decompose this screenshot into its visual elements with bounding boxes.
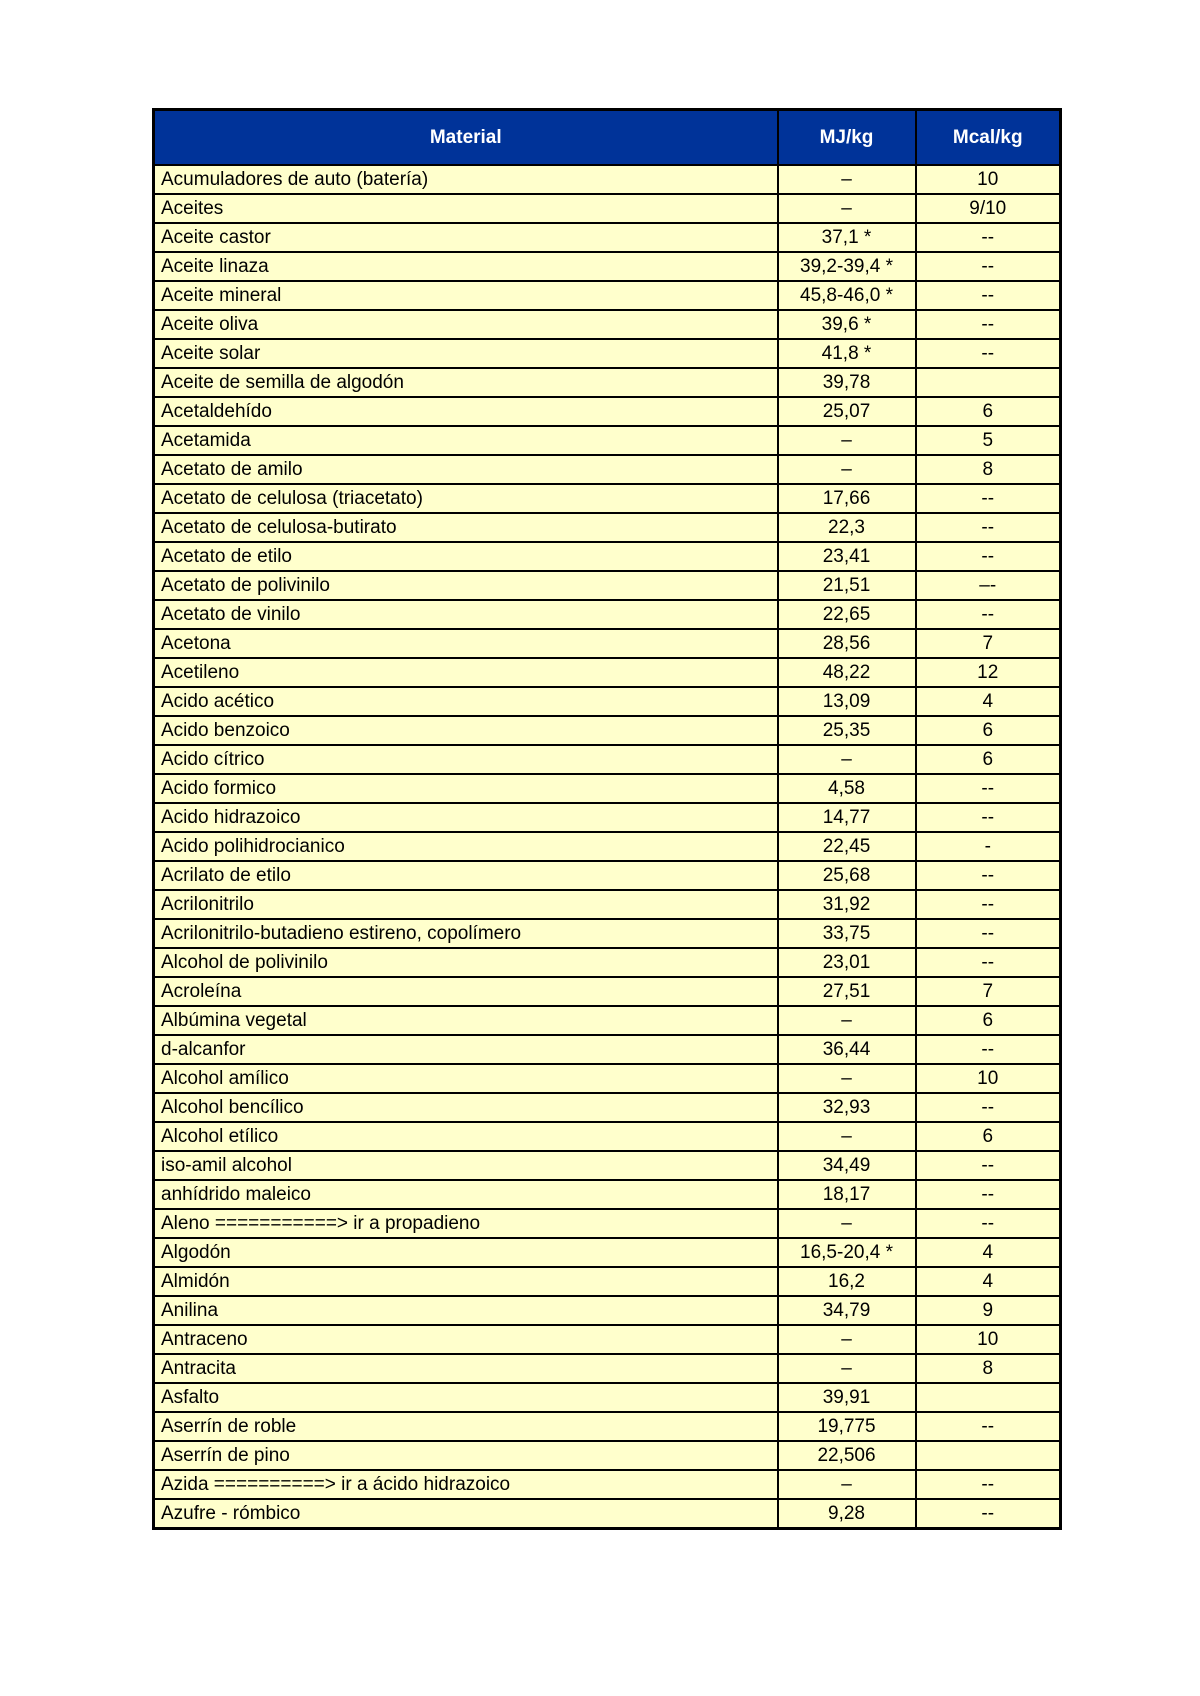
cell-material: Aceites (154, 194, 778, 223)
cell-mcal-kg: -- (916, 861, 1061, 890)
table-row (154, 600, 1061, 629)
cell-material: Acido acético (154, 687, 778, 716)
table-row (154, 542, 1061, 571)
cell-mj-kg: 34,49 (778, 1151, 916, 1180)
materials-table-container (152, 108, 1059, 1530)
table-row (154, 397, 1061, 426)
table-row (154, 513, 1061, 542)
cell-mj-kg: 39,2-39,4 * (778, 252, 916, 281)
table-row (154, 861, 1061, 890)
cell-mj-kg: 31,92 (778, 890, 916, 919)
cell-material: Acetato de celulosa-butirato (154, 513, 778, 542)
table-row (154, 919, 1061, 948)
table-row (154, 658, 1061, 687)
cell-mj-kg: – (778, 1209, 916, 1238)
cell-mj-kg: 9,28 (778, 1499, 916, 1529)
cell-material: Acetamida (154, 426, 778, 455)
cell-mj-kg: 16,5-20,4 * (778, 1238, 916, 1267)
cell-material: Acumuladores de auto (batería) (154, 165, 778, 194)
cell-mj-kg: 22,3 (778, 513, 916, 542)
cell-material: Almidón (154, 1267, 778, 1296)
cell-mcal-kg: 6 (916, 397, 1061, 426)
header-row (154, 110, 1061, 166)
cell-material: Aserrín de roble (154, 1412, 778, 1441)
table-row (154, 1064, 1061, 1093)
cell-mcal-kg: 9/10 (916, 194, 1061, 223)
cell-mcal-kg (916, 368, 1061, 397)
cell-mj-kg: 36,44 (778, 1035, 916, 1064)
cell-mcal-kg: 12 (916, 658, 1061, 687)
cell-mcal-kg: -- (916, 948, 1061, 977)
cell-mcal-kg: 10 (916, 1064, 1061, 1093)
cell-material: d-alcanfor (154, 1035, 778, 1064)
cell-mcal-kg: -- (916, 513, 1061, 542)
table-row (154, 1441, 1061, 1470)
table-row (154, 455, 1061, 484)
cell-mcal-kg: -- (916, 919, 1061, 948)
cell-material: Acetato de vinilo (154, 600, 778, 629)
cell-material: Aceite castor (154, 223, 778, 252)
cell-mcal-kg: 9 (916, 1296, 1061, 1325)
cell-mj-kg: 4,58 (778, 774, 916, 803)
cell-mcal-kg: -- (916, 339, 1061, 368)
cell-mcal-kg: 6 (916, 1006, 1061, 1035)
cell-mj-kg: 39,6 * (778, 310, 916, 339)
cell-material: Alcohol bencílico (154, 1093, 778, 1122)
table-row (154, 165, 1061, 194)
table-row (154, 1093, 1061, 1122)
cell-mj-kg: – (778, 1064, 916, 1093)
cell-mcal-kg: 10 (916, 1325, 1061, 1354)
table-row (154, 194, 1061, 223)
cell-material: Acrilonitrilo (154, 890, 778, 919)
cell-mj-kg: 23,41 (778, 542, 916, 571)
cell-material: Acetaldehído (154, 397, 778, 426)
cell-mj-kg: – (778, 1006, 916, 1035)
table-row (154, 745, 1061, 774)
cell-mcal-kg: -- (916, 542, 1061, 571)
cell-mj-kg: 14,77 (778, 803, 916, 832)
cell-material: Aceite oliva (154, 310, 778, 339)
table-row (154, 426, 1061, 455)
cell-material: Asfalto (154, 1383, 778, 1412)
table-row (154, 484, 1061, 513)
cell-mcal-kg: -- (916, 600, 1061, 629)
cell-mcal-kg: -- (916, 1035, 1061, 1064)
cell-material: Alcohol amílico (154, 1064, 778, 1093)
table-row (154, 1499, 1061, 1529)
cell-mj-kg: 22,45 (778, 832, 916, 861)
table-row (154, 716, 1061, 745)
cell-mj-kg: 41,8 * (778, 339, 916, 368)
table-row (154, 1267, 1061, 1296)
cell-material: Acroleína (154, 977, 778, 1006)
cell-mj-kg: 18,17 (778, 1180, 916, 1209)
cell-mcal-kg (916, 1383, 1061, 1412)
cell-mcal-kg: 5 (916, 426, 1061, 455)
cell-material: Azida ==========> ir a ácido hidrazoico (154, 1470, 778, 1499)
cell-mj-kg: 27,51 (778, 977, 916, 1006)
cell-mj-kg: 39,91 (778, 1383, 916, 1412)
cell-mj-kg: 32,93 (778, 1093, 916, 1122)
cell-mj-kg: 17,66 (778, 484, 916, 513)
cell-mcal-kg: -- (916, 774, 1061, 803)
cell-material: Acetileno (154, 658, 778, 687)
cell-mcal-kg: 4 (916, 687, 1061, 716)
table-row (154, 1325, 1061, 1354)
cell-mcal-kg: -- (916, 223, 1061, 252)
cell-mj-kg: 28,56 (778, 629, 916, 658)
table-row (154, 1354, 1061, 1383)
header-material: Material (154, 110, 778, 166)
table-row (154, 1238, 1061, 1267)
cell-mcal-kg: -- (916, 484, 1061, 513)
cell-mj-kg: – (778, 426, 916, 455)
cell-material: Aceite linaza (154, 252, 778, 281)
table-body (154, 165, 1061, 1529)
cell-mcal-kg: 4 (916, 1238, 1061, 1267)
table-row (154, 310, 1061, 339)
cell-mj-kg: 19,775 (778, 1412, 916, 1441)
cell-mj-kg: 25,68 (778, 861, 916, 890)
cell-mcal-kg (916, 1441, 1061, 1470)
table-row (154, 948, 1061, 977)
table-header (154, 110, 1061, 166)
cell-material: Algodón (154, 1238, 778, 1267)
table-row (154, 832, 1061, 861)
cell-mcal-kg: 7 (916, 629, 1061, 658)
cell-material: Azufre - rómbico (154, 1499, 778, 1529)
table-row (154, 252, 1061, 281)
table-row (154, 339, 1061, 368)
cell-mj-kg: 48,22 (778, 658, 916, 687)
cell-material: Antraceno (154, 1325, 778, 1354)
cell-material: Aceite mineral (154, 281, 778, 310)
table-row (154, 1035, 1061, 1064)
cell-mcal-kg: -- (916, 1180, 1061, 1209)
cell-mcal-kg: 8 (916, 1354, 1061, 1383)
cell-mcal-kg: 7 (916, 977, 1061, 1006)
cell-mcal-kg: -- (916, 1209, 1061, 1238)
table-row (154, 1006, 1061, 1035)
table-row (154, 1122, 1061, 1151)
cell-mcal-kg: –- (916, 571, 1061, 600)
cell-mj-kg: – (778, 1122, 916, 1151)
cell-mj-kg: 13,09 (778, 687, 916, 716)
cell-mcal-kg: -- (916, 1412, 1061, 1441)
cell-material: Aceite solar (154, 339, 778, 368)
table-row (154, 1180, 1061, 1209)
cell-mj-kg: – (778, 1325, 916, 1354)
table-row (154, 977, 1061, 1006)
cell-mcal-kg: 6 (916, 1122, 1061, 1151)
cell-mj-kg: 22,506 (778, 1441, 916, 1470)
cell-mcal-kg: -- (916, 890, 1061, 919)
cell-material: Acrilonitrilo-butadieno estireno, copolímero (154, 919, 778, 948)
cell-material: Alcohol de polivinilo (154, 948, 778, 977)
cell-mcal-kg: -- (916, 310, 1061, 339)
cell-mcal-kg: -- (916, 1499, 1061, 1529)
cell-material: Acetato de amilo (154, 455, 778, 484)
table-row (154, 1383, 1061, 1412)
cell-material: Acetato de celulosa (triacetato) (154, 484, 778, 513)
cell-mcal-kg: 6 (916, 745, 1061, 774)
cell-mcal-kg: -- (916, 281, 1061, 310)
cell-material: Acetato de etilo (154, 542, 778, 571)
table-row (154, 571, 1061, 600)
cell-mcal-kg: 8 (916, 455, 1061, 484)
cell-material: Aserrín de pino (154, 1441, 778, 1470)
cell-material: iso-amil alcohol (154, 1151, 778, 1180)
cell-mj-kg: 33,75 (778, 919, 916, 948)
table-row (154, 687, 1061, 716)
cell-material: Acido polihidrocianico (154, 832, 778, 861)
cell-mj-kg: 37,1 * (778, 223, 916, 252)
cell-mj-kg: – (778, 1470, 916, 1499)
table-row (154, 1209, 1061, 1238)
materials-energy-table (152, 108, 1062, 1530)
cell-material: Albúmina vegetal (154, 1006, 778, 1035)
cell-mcal-kg: - (916, 832, 1061, 861)
cell-mcal-kg: 6 (916, 716, 1061, 745)
cell-mcal-kg: -- (916, 803, 1061, 832)
cell-mj-kg: – (778, 1354, 916, 1383)
table-row (154, 1412, 1061, 1441)
cell-mj-kg: 16,2 (778, 1267, 916, 1296)
cell-mj-kg: 45,8-46,0 * (778, 281, 916, 310)
cell-material: Alcohol etílico (154, 1122, 778, 1151)
table-row (154, 223, 1061, 252)
cell-mj-kg: 39,78 (778, 368, 916, 397)
cell-mj-kg: 34,79 (778, 1296, 916, 1325)
table-row (154, 1296, 1061, 1325)
table-row (154, 890, 1061, 919)
cell-material: Acido cítrico (154, 745, 778, 774)
cell-mcal-kg: -- (916, 1093, 1061, 1122)
cell-material: Anilina (154, 1296, 778, 1325)
table-row (154, 1151, 1061, 1180)
cell-material: Antracita (154, 1354, 778, 1383)
cell-mj-kg: 25,35 (778, 716, 916, 745)
header-mj-kg: MJ/kg (778, 110, 916, 166)
cell-material: Acetona (154, 629, 778, 658)
cell-mj-kg: – (778, 165, 916, 194)
cell-material: Acetato de polivinilo (154, 571, 778, 600)
cell-mcal-kg: -- (916, 1151, 1061, 1180)
cell-material: anhídrido maleico (154, 1180, 778, 1209)
cell-mcal-kg: 4 (916, 1267, 1061, 1296)
cell-material: Acido formico (154, 774, 778, 803)
table-row (154, 629, 1061, 658)
cell-mj-kg: – (778, 745, 916, 774)
cell-mcal-kg: 10 (916, 165, 1061, 194)
table-row (154, 1470, 1061, 1499)
table-row (154, 774, 1061, 803)
cell-mj-kg: – (778, 194, 916, 223)
table-row (154, 281, 1061, 310)
cell-material: Acido benzoico (154, 716, 778, 745)
cell-mj-kg: – (778, 455, 916, 484)
header-mcal-kg: Mcal/kg (916, 110, 1061, 166)
table-row (154, 803, 1061, 832)
cell-material: Acido hidrazoico (154, 803, 778, 832)
cell-mj-kg: 23,01 (778, 948, 916, 977)
cell-mcal-kg: -- (916, 1470, 1061, 1499)
cell-mj-kg: 22,65 (778, 600, 916, 629)
table-row (154, 368, 1061, 397)
cell-material: Aleno ===========> ir a propadieno (154, 1209, 778, 1238)
cell-mj-kg: 21,51 (778, 571, 916, 600)
cell-mj-kg: 25,07 (778, 397, 916, 426)
cell-material: Acrilato de etilo (154, 861, 778, 890)
cell-mcal-kg: -- (916, 252, 1061, 281)
cell-material: Aceite de semilla de algodón (154, 368, 778, 397)
